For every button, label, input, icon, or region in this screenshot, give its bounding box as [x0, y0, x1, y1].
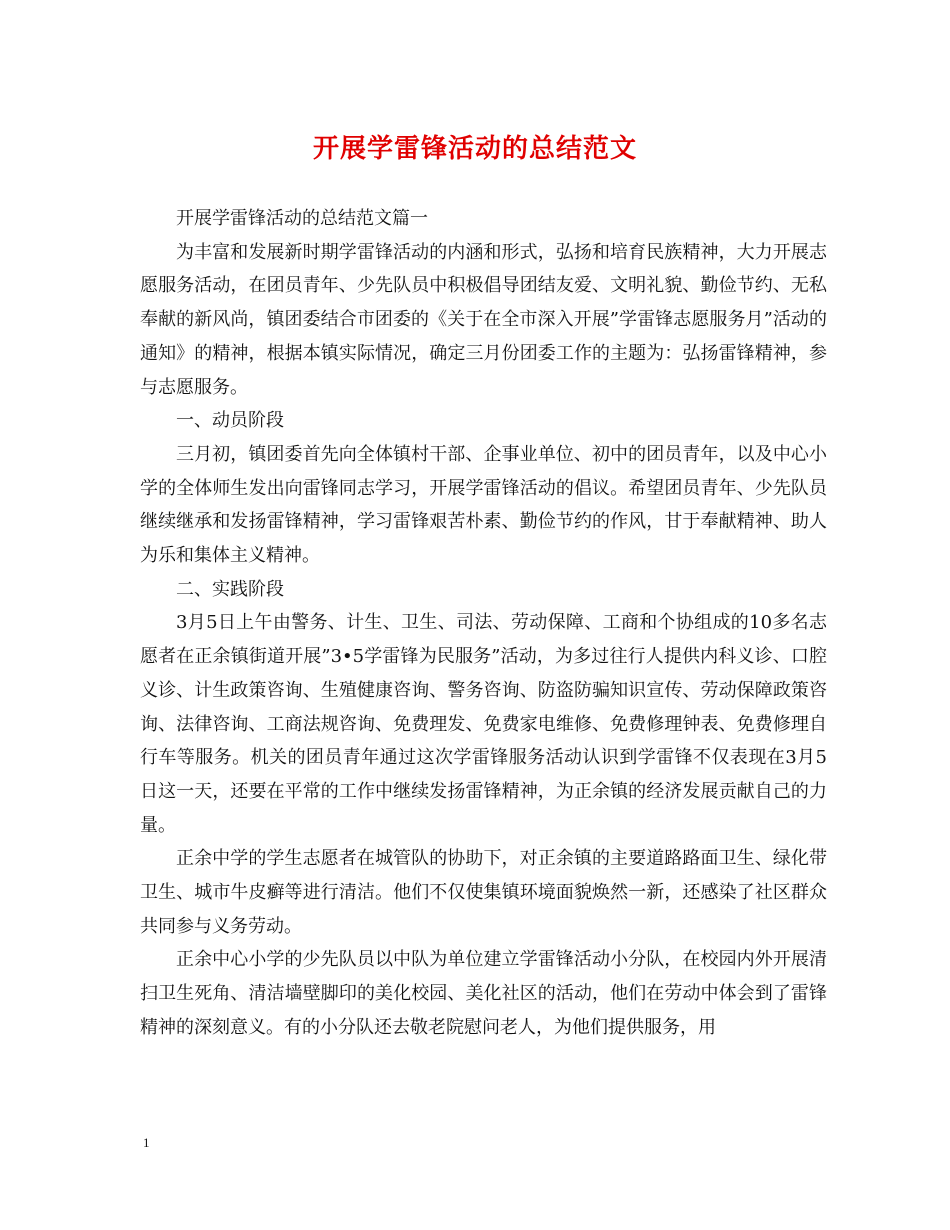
- section-heading-practice: 二、实践阶段: [176, 578, 284, 600]
- paragraph-march-5-activity: 3月5日上午由警务、计生、卫生、司法、劳动保障、工商和个协组成的10多名志愿者在正余镇街道开展”3•5学雷锋为民服务”活动，为多过往行人提供内科义诊、口腔义诊、计生政策咨询、生殖健康咨询、警务咨询、防盗防骗知识宣传、劳动保障政策咨询、法律咨询、工商法规咨询、免费理发、免费家电维修、免费修理钟表、免费修理自行车等服务。机关的团员青年通过这次学雷锋服务活动认识到学雷锋不仅表现在3月5日这一天，还要在平常的工作中继续发扬雷锋精神，为正余镇的经济发展贡献自己的力量。: [140, 612, 827, 836]
- document-title: 开展学雷锋活动的总结范文: [312, 134, 637, 164]
- paragraph-intro: 为丰富和发展新时期学雷锋活动的内涵和形式，弘扬和培育民族精神，大力开展志愿服务活动，在团员青年、少先队员中积极倡导团结友爱、文明礼貌、勤俭节约、无私奉献的新风尚，镇团委结合市团委的《关于在全市深入开展”学雷锋志愿服务月”活动的通知》的精神，根据本镇实际情况，确定三月份团委工作的主题为：弘扬雷锋精神，参与志愿服务。: [140, 241, 827, 398]
- section-heading-part-one: 开展学雷锋活动的总结范文篇一: [176, 208, 428, 229]
- page-number: 1: [143, 1135, 150, 1150]
- paragraph-mobilization: 三月初，镇团委首先向全体镇村干部、企事业单位、初中的团员青年，以及中心小学的全体师生发出向雷锋同志学习，开展学雷锋活动的倡议。希望团员青年、少先队员继续继承和发扬雷锋精神，学习雷锋艰苦朴素、勤俭节约的作风，甘于奉献精神、助人为乐和集体主义精神。: [140, 443, 827, 567]
- paragraph-primary-school: 正余中心小学的少先队员以中队为单位建立学雷锋活动小分队，在校园内外开展清扫卫生死角、清洁墙壁脚印的美化校园、美化社区的活动，他们在劳动中体会到了雷锋精神的深刻意义。有的小分队还去敬老院慰问老人，为他们提供服务，用: [140, 949, 827, 1038]
- paragraph-middle-school: 正余中学的学生志愿者在城管队的协助下，对正余镇的主要道路路面卫生、绿化带卫生、城市牛皮癣等进行清洁。他们不仅使集镇环境面貌焕然一新，还感染了社区群众共同参与义务劳动。: [140, 848, 827, 937]
- section-heading-mobilization: 一、动员阶段: [176, 410, 284, 432]
- document-body: [140, 202, 827, 1045]
